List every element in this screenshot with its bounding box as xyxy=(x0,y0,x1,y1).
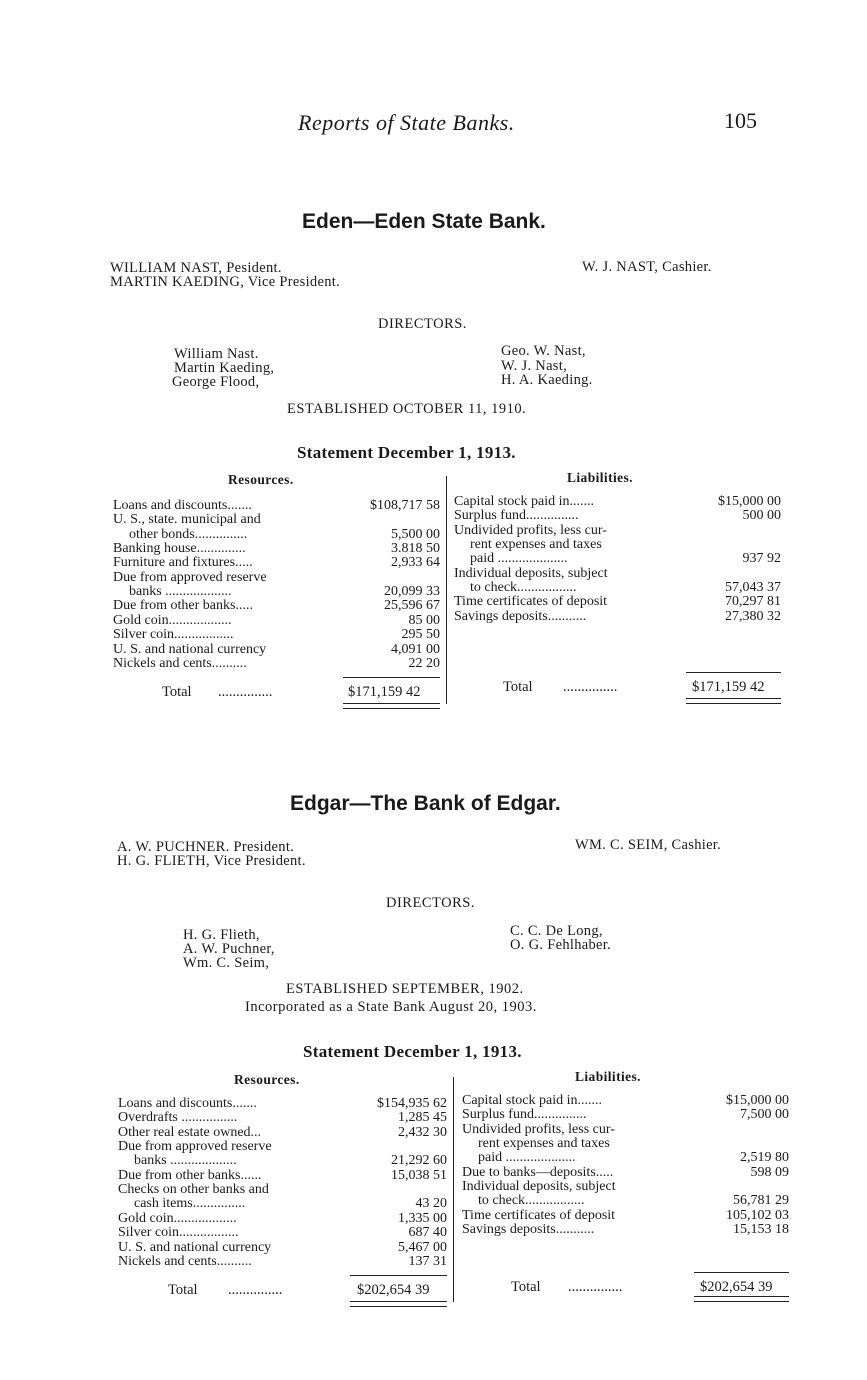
ledger-label: Surplus fund............... xyxy=(454,508,579,524)
ledger-amount: 137 31 xyxy=(408,1253,447,1269)
ledger-row xyxy=(462,1094,789,1109)
ledger-row xyxy=(113,571,440,586)
ledger-label: Due to banks—deposits..... xyxy=(462,1164,614,1180)
ledger-label: Nickels and cents.......... xyxy=(118,1253,252,1269)
ledger-amount: 1,285 45 xyxy=(398,1110,447,1126)
officer-cashier: W. J. NAST, Cashier. xyxy=(582,259,712,275)
ledger-label: Individual deposits, subject xyxy=(454,565,608,581)
ledger-label: Due from other banks..... xyxy=(113,598,253,614)
ledger-row xyxy=(113,643,440,658)
double-rule xyxy=(686,703,781,704)
directors-heading: DIRECTORS. xyxy=(386,895,475,911)
total-rule xyxy=(694,1272,789,1273)
ledger-row xyxy=(118,1241,447,1256)
officer-president: A. W. PUCHNER. President. xyxy=(117,839,295,855)
ledger-amount: 687 40 xyxy=(408,1225,447,1241)
double-rule xyxy=(686,698,781,699)
officer-president: WILLIAM NAST, Pesident. xyxy=(110,260,282,276)
ledger-label: Loans and discounts....... xyxy=(113,498,252,513)
ledger-row xyxy=(462,1166,789,1181)
ledger-row xyxy=(454,552,781,567)
ledger-amount: 937 92 xyxy=(742,551,781,567)
ledger-row xyxy=(113,628,440,643)
resources-total-leader: ............... xyxy=(218,684,273,700)
ledger-amount: 105,102 03 xyxy=(726,1207,789,1223)
ledger-label: Checks on other banks and xyxy=(118,1182,269,1198)
ledger-label: Undivided profits, less cur- xyxy=(462,1121,615,1137)
double-rule xyxy=(350,1306,447,1307)
ledger-row xyxy=(118,1140,447,1155)
ledger-amount: $154,935 62 xyxy=(377,1096,447,1111)
ledger-row xyxy=(118,1126,447,1141)
director: W. J. Nast, xyxy=(501,358,568,374)
ledger-amount: 43 20 xyxy=(415,1196,447,1212)
ledger-row xyxy=(113,614,440,629)
ledger-amount: 27,380 32 xyxy=(725,608,781,624)
ledger-label: Individual deposits, subject xyxy=(462,1179,616,1195)
bank-title: Edgar—The Bank of Edgar. xyxy=(290,792,561,815)
liabilities-heading: Liabilities. xyxy=(575,1069,641,1084)
ledger-label: paid .................... xyxy=(478,1150,576,1166)
ledger-label: U. S., state. municipal and xyxy=(113,512,261,528)
double-rule xyxy=(343,703,440,704)
ledger-amount: 295 50 xyxy=(401,627,440,643)
ledger-label: to check................. xyxy=(470,580,577,596)
ledger-amount: 20,099 33 xyxy=(384,584,440,600)
ledger-row xyxy=(113,513,440,528)
resources-total-amount: $171,159 42 xyxy=(348,684,421,700)
liabilities-total-leader: ............... xyxy=(563,679,618,695)
ledger-row xyxy=(462,1194,789,1209)
statement-heading: Statement December 1, 1913. xyxy=(297,443,516,462)
ledger-label: Savings deposits........... xyxy=(462,1222,595,1238)
page-number: 105 xyxy=(724,108,757,133)
statement-heading: Statement December 1, 1913. xyxy=(303,1042,522,1061)
director: William Nast. xyxy=(174,346,259,362)
ledger-row xyxy=(462,1137,789,1152)
ledger-amount: 57,043 37 xyxy=(725,580,781,596)
ledger-row xyxy=(118,1111,447,1126)
resources-total-label: Total xyxy=(168,1282,198,1298)
ledger-row xyxy=(113,556,440,571)
resources-total-label: Total xyxy=(162,684,192,700)
ledger-label: to check................. xyxy=(478,1193,585,1209)
ledger-row xyxy=(113,585,440,600)
double-rule xyxy=(694,1296,789,1297)
ledger-label: banks ................... xyxy=(134,1153,237,1169)
ledger-label: other bonds............... xyxy=(129,526,248,542)
ledger-label: cash items............... xyxy=(134,1196,246,1212)
ledger-amount: 15,153 18 xyxy=(733,1222,789,1238)
ledger-row xyxy=(113,657,440,672)
ledger-row xyxy=(454,595,781,610)
total-rule xyxy=(350,1275,447,1276)
ledger-amount: 2,933 64 xyxy=(391,555,440,571)
officer-vice-president: MARTIN KAEDING, Vice President. xyxy=(110,274,340,290)
ledger-amount: 598 09 xyxy=(750,1164,789,1180)
ledger-label: Silver coin................. xyxy=(113,627,234,643)
ledger-label: Gold coin.................. xyxy=(113,612,232,628)
double-rule xyxy=(343,708,440,709)
ledger-amount: 4,091 00 xyxy=(391,641,440,657)
ledger-row xyxy=(462,1223,789,1238)
ledger-label: Due from approved reserve xyxy=(118,1139,272,1155)
ledger-row xyxy=(118,1255,447,1270)
established-date: ESTABLISHED SEPTEMBER, 1902. xyxy=(286,981,524,997)
resources-heading: Resources. xyxy=(234,1072,300,1087)
ledger-amount: 5,467 00 xyxy=(398,1239,447,1255)
resources-heading: Resources. xyxy=(228,472,294,487)
ledger-amount: 1,335 00 xyxy=(398,1210,447,1226)
ledger-label: Silver coin................. xyxy=(118,1225,239,1241)
bank-title: Eden—Eden State Bank. xyxy=(302,210,546,233)
resources-total-amount: $202,654 39 xyxy=(357,1282,430,1298)
ledger-label: Undivided profits, less cur- xyxy=(454,522,607,538)
ledger-row xyxy=(118,1154,447,1169)
ledger-row xyxy=(454,509,781,524)
ledger-row xyxy=(462,1123,789,1138)
ledger-row xyxy=(454,524,781,539)
ledger-row xyxy=(118,1197,447,1212)
director: H. G. Flieth, xyxy=(183,927,260,943)
ledger-row xyxy=(113,542,440,557)
total-rule xyxy=(686,672,781,673)
officer-vice-president: H. G. FLIETH, Vice President. xyxy=(117,853,306,869)
running-head: Reports of State Banks. xyxy=(298,110,515,135)
ledger-amount: 2,519 80 xyxy=(740,1150,789,1166)
ledger-label: Surplus fund............... xyxy=(462,1107,587,1123)
ledger-label: Due from other banks...... xyxy=(118,1167,262,1183)
double-rule xyxy=(350,1301,447,1302)
ledger-row xyxy=(454,610,781,625)
liabilities-total-amount: $202,654 39 xyxy=(700,1279,773,1295)
ledger-label: Gold coin.................. xyxy=(118,1210,237,1226)
ledger-row xyxy=(118,1212,447,1227)
double-rule xyxy=(694,1301,789,1302)
column-divider xyxy=(446,476,447,704)
director: A. W. Puchner, xyxy=(183,941,275,957)
ledger-amount: $15,000 00 xyxy=(726,1093,789,1108)
total-rule xyxy=(343,677,440,678)
director: C. C. De Long, xyxy=(510,923,603,939)
ledger-amount: 70,297 81 xyxy=(725,594,781,610)
ledger-label: Other real estate owned... xyxy=(118,1124,262,1140)
liabilities-heading: Liabilities. xyxy=(567,470,633,485)
director: Wm. C. Seim, xyxy=(183,955,270,971)
ledger-label: U. S. and national currency xyxy=(118,1239,272,1255)
director: George Flood, xyxy=(172,374,260,390)
ledger-amount: 22 20 xyxy=(408,655,440,671)
ledger-label: Savings deposits........... xyxy=(454,608,587,624)
incorporated-date: Incorporated as a State Bank August 20, 1903. xyxy=(245,999,537,1015)
ledger-row xyxy=(454,581,781,596)
ledger-label: Time certificates of deposit xyxy=(462,1207,616,1223)
ledger-label: U. S. and national currency xyxy=(113,641,267,657)
director: Martin Kaeding, xyxy=(174,360,275,376)
ledger-label: Capital stock paid in....... xyxy=(462,1093,602,1108)
liabilities-total-amount: $171,159 42 xyxy=(692,679,765,695)
ledger-row xyxy=(118,1169,447,1184)
ledger-amount: 21,292 60 xyxy=(391,1153,447,1169)
ledger-label: Furniture and fixtures..... xyxy=(113,555,253,571)
ledger-row xyxy=(118,1097,447,1112)
ledger-label: rent expenses and taxes xyxy=(478,1136,610,1152)
ledger-amount: 15,038 51 xyxy=(391,1167,447,1183)
ledger-label: Time certificates of deposit xyxy=(454,594,608,610)
ledger-amount: 5,500 00 xyxy=(391,526,440,542)
liabilities-total-label: Total xyxy=(503,679,533,695)
ledger-row xyxy=(462,1151,789,1166)
established-date: ESTABLISHED OCTOBER 11, 1910. xyxy=(287,401,527,417)
ledger-label: Capital stock paid in....... xyxy=(454,494,594,509)
ledger-row xyxy=(454,567,781,582)
ledger-label: paid .................... xyxy=(470,551,568,567)
ledger-label: banks ................... xyxy=(129,584,232,600)
ledger-label: Banking house.............. xyxy=(113,541,246,557)
liabilities-total-leader: ............... xyxy=(568,1279,623,1295)
column-divider xyxy=(453,1077,454,1302)
ledger-row xyxy=(462,1209,789,1224)
ledger-row xyxy=(113,528,440,543)
ledger-label: rent expenses and taxes xyxy=(470,537,602,553)
ledger-label: Overdrafts ................ xyxy=(118,1110,238,1126)
director: H. A. Kaeding. xyxy=(501,372,593,388)
director: O. G. Fehlhaber. xyxy=(510,937,612,953)
liabilities-total-label: Total xyxy=(511,1279,541,1295)
ledger-amount: 2,432 30 xyxy=(398,1124,447,1140)
ledger-amount: 3.818 50 xyxy=(391,541,440,557)
ledger-amount: 85 00 xyxy=(408,612,440,628)
ledger-label: Due from approved reserve xyxy=(113,569,267,585)
ledger-row xyxy=(454,538,781,553)
ledger-row xyxy=(462,1180,789,1195)
ledger-row xyxy=(462,1108,789,1123)
ledger-amount: 25,596 67 xyxy=(384,598,440,614)
officer-cashier: WM. C. SEIM, Cashier. xyxy=(575,837,722,853)
ledger-amount: $108,717 58 xyxy=(370,498,440,513)
directors-heading: DIRECTORS. xyxy=(378,316,467,332)
ledger-amount: 56,781 29 xyxy=(733,1193,789,1209)
ledger-amount: $15,000 00 xyxy=(718,494,781,509)
ledger-row xyxy=(118,1183,447,1198)
ledger-row xyxy=(113,599,440,614)
ledger-label: Loans and discounts....... xyxy=(118,1096,257,1111)
ledger-row xyxy=(113,499,440,514)
ledger-label: Nickels and cents.......... xyxy=(113,655,247,671)
ledger-row xyxy=(118,1226,447,1241)
director: Geo. W. Nast, xyxy=(501,343,586,359)
ledger-row xyxy=(454,495,781,510)
resources-total-leader: ............... xyxy=(228,1282,283,1298)
ledger-amount: 500 00 xyxy=(742,508,781,524)
ledger-amount: 7,500 00 xyxy=(740,1107,789,1123)
